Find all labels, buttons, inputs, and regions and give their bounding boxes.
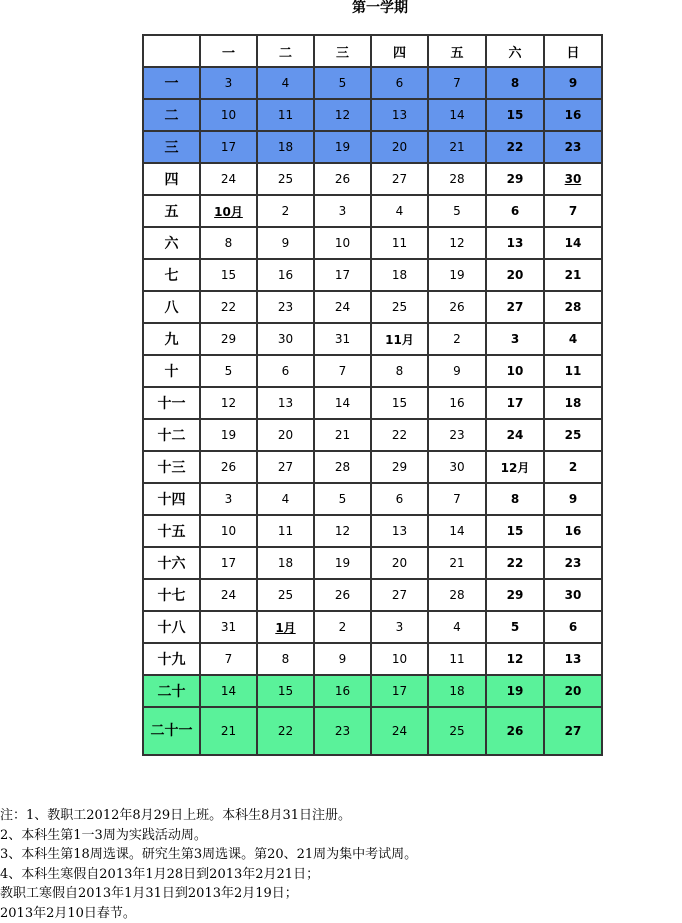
week-row [143, 483, 602, 515]
week-row [143, 259, 602, 291]
weekday-header: 五 [428, 35, 486, 67]
day-cell: 4 [544, 323, 602, 355]
semester-title: 第一学期 [352, 0, 408, 16]
day-cell: 17 [371, 675, 428, 707]
day-cell: 31 [314, 323, 371, 355]
day-cell: 25 [257, 579, 314, 611]
week-row [143, 515, 602, 547]
week-label: 二十一 [143, 707, 200, 755]
day-cell: 21 [428, 131, 486, 163]
day-cell: 24 [371, 707, 428, 755]
day-cell: 4 [371, 195, 428, 227]
day-cell: 30 [428, 451, 486, 483]
week-row [143, 419, 602, 451]
day-cell: 12 [200, 387, 257, 419]
day-cell: 17 [314, 259, 371, 291]
day-cell: 20 [371, 131, 428, 163]
day-cell: 6 [371, 483, 428, 515]
day-cell: 3 [200, 483, 257, 515]
day-cell: 10 [371, 643, 428, 675]
day-cell: 9 [257, 227, 314, 259]
day-cell: 12 [314, 515, 371, 547]
notes [0, 806, 417, 923]
day-cell: 4 [257, 67, 314, 99]
day-cell: 16 [544, 99, 602, 131]
day-cell: 8 [371, 355, 428, 387]
day-cell: 27 [371, 579, 428, 611]
day-cell: 15 [200, 259, 257, 291]
day-cell: 7 [428, 67, 486, 99]
day-cell: 22 [200, 291, 257, 323]
day-cell: 3 [314, 195, 371, 227]
day-cell: 8 [486, 67, 544, 99]
day-cell: 23 [257, 291, 314, 323]
day-cell: 6 [257, 355, 314, 387]
day-cell: 23 [314, 707, 371, 755]
day-cell: 29 [486, 579, 544, 611]
day-cell: 20 [371, 547, 428, 579]
day-cell: 15 [257, 675, 314, 707]
note-line: 教职工寒假自2013年1月31日到2013年2月19日； [0, 884, 417, 904]
day-cell: 14 [200, 675, 257, 707]
day-cell: 11 [428, 643, 486, 675]
header-row [143, 35, 602, 67]
day-cell: 23 [428, 419, 486, 451]
day-cell: 26 [486, 707, 544, 755]
day-cell: 21 [200, 707, 257, 755]
week-row [143, 579, 602, 611]
weekday-header: 四 [371, 35, 428, 67]
week-row [143, 67, 602, 99]
day-cell: 22 [371, 419, 428, 451]
week-label: 十四 [143, 483, 200, 515]
day-cell: 6 [371, 67, 428, 99]
day-cell: 18 [371, 259, 428, 291]
week-label: 一 [143, 67, 200, 99]
note-line: 4、本科生寒假自2013年1月28日到2013年2月21日； [0, 865, 417, 885]
day-cell: 11 [544, 355, 602, 387]
day-cell: 6 [544, 611, 602, 643]
week-row [143, 227, 602, 259]
week-label: 七 [143, 259, 200, 291]
day-cell: 4 [428, 611, 486, 643]
day-cell: 25 [544, 419, 602, 451]
semester-calendar [142, 34, 603, 756]
day-cell: 19 [314, 131, 371, 163]
week-row [143, 195, 602, 227]
week-row [143, 387, 602, 419]
day-cell: 20 [257, 419, 314, 451]
day-cell: 16 [428, 387, 486, 419]
day-cell: 19 [486, 675, 544, 707]
day-cell: 13 [544, 643, 602, 675]
day-cell: 28 [314, 451, 371, 483]
day-cell: 28 [544, 291, 602, 323]
day-cell: 29 [371, 451, 428, 483]
note-line: 2、本科生第1一3周为实践活动周。 [0, 826, 417, 846]
day-cell: 22 [486, 547, 544, 579]
day-cell: 18 [257, 547, 314, 579]
day-cell: 20 [486, 259, 544, 291]
day-cell: 14 [428, 515, 486, 547]
day-cell: 21 [544, 259, 602, 291]
week-label: 三 [143, 131, 200, 163]
day-cell: 25 [371, 291, 428, 323]
day-cell: 17 [200, 547, 257, 579]
week-row [143, 643, 602, 675]
week-label: 十六 [143, 547, 200, 579]
day-cell: 2 [257, 195, 314, 227]
day-cell: 18 [428, 675, 486, 707]
day-cell: 26 [314, 163, 371, 195]
day-cell: 12 [314, 99, 371, 131]
week-label: 十五 [143, 515, 200, 547]
week-row [143, 163, 602, 195]
week-row [143, 99, 602, 131]
day-cell: 24 [314, 291, 371, 323]
week-row [143, 675, 602, 707]
week-label: 四 [143, 163, 200, 195]
month-start-cell: 12月 [486, 451, 544, 483]
day-cell: 5 [486, 611, 544, 643]
day-cell: 3 [486, 323, 544, 355]
day-cell: 20 [544, 675, 602, 707]
week-row [143, 547, 602, 579]
day-cell: 27 [371, 163, 428, 195]
day-cell: 11 [257, 515, 314, 547]
day-cell: 9 [314, 643, 371, 675]
day-cell: 10 [314, 227, 371, 259]
day-cell: 18 [257, 131, 314, 163]
day-cell: 14 [428, 99, 486, 131]
day-cell: 24 [486, 419, 544, 451]
note-line: 注：1、教职工2012年8月29日上班。本科生8月31日注册。 [0, 806, 417, 826]
day-cell: 2 [314, 611, 371, 643]
week-label: 十一 [143, 387, 200, 419]
day-cell: 16 [544, 515, 602, 547]
day-cell: 29 [200, 323, 257, 355]
day-cell: 19 [428, 259, 486, 291]
day-cell: 16 [314, 675, 371, 707]
day-cell: 27 [486, 291, 544, 323]
day-cell: 10 [200, 515, 257, 547]
day-cell: 26 [428, 291, 486, 323]
day-cell: 4 [257, 483, 314, 515]
day-cell: 7 [544, 195, 602, 227]
day-cell: 21 [314, 419, 371, 451]
week-label: 十七 [143, 579, 200, 611]
note-line: 2013年2月10日春节。 [0, 904, 417, 923]
day-cell: 15 [371, 387, 428, 419]
week-row [143, 131, 602, 163]
week-label: 十 [143, 355, 200, 387]
day-cell: 31 [200, 611, 257, 643]
day-cell: 13 [257, 387, 314, 419]
day-cell: 15 [486, 515, 544, 547]
day-cell: 10 [200, 99, 257, 131]
day-cell: 2 [544, 451, 602, 483]
day-cell: 3 [200, 67, 257, 99]
weekday-header: 日 [544, 35, 602, 67]
day-cell: 23 [544, 131, 602, 163]
day-cell: 8 [200, 227, 257, 259]
day-cell: 27 [257, 451, 314, 483]
weekday-header: 二 [257, 35, 314, 67]
day-cell: 9 [544, 483, 602, 515]
week-label: 二十 [143, 675, 200, 707]
day-cell: 14 [314, 387, 371, 419]
day-cell: 3 [371, 611, 428, 643]
day-cell: 8 [257, 643, 314, 675]
day-cell: 24 [200, 163, 257, 195]
day-cell: 15 [486, 99, 544, 131]
day-cell: 27 [544, 707, 602, 755]
day-cell: 13 [486, 227, 544, 259]
day-cell: 30 [544, 579, 602, 611]
day-cell: 14 [544, 227, 602, 259]
day-cell: 11 [257, 99, 314, 131]
day-cell: 8 [486, 483, 544, 515]
month-start-cell: 10月 [200, 195, 257, 227]
weekday-header: 三 [314, 35, 371, 67]
week-label: 二 [143, 99, 200, 131]
month-start-cell: 1月 [257, 611, 314, 643]
day-cell: 18 [544, 387, 602, 419]
day-cell: 10 [486, 355, 544, 387]
day-cell: 19 [200, 419, 257, 451]
week-label: 十二 [143, 419, 200, 451]
day-cell: 5 [428, 195, 486, 227]
week-row [143, 611, 602, 643]
week-label: 八 [143, 291, 200, 323]
day-cell: 13 [371, 515, 428, 547]
day-cell: 7 [428, 483, 486, 515]
weekday-header: 六 [486, 35, 544, 67]
day-cell: 12 [486, 643, 544, 675]
day-cell: 5 [314, 483, 371, 515]
day-cell: 7 [200, 643, 257, 675]
day-cell: 2 [428, 323, 486, 355]
day-cell: 6 [486, 195, 544, 227]
week-label: 六 [143, 227, 200, 259]
week-label: 五 [143, 195, 200, 227]
day-cell: 26 [200, 451, 257, 483]
day-cell: 12 [428, 227, 486, 259]
day-cell: 28 [428, 579, 486, 611]
month-start-cell: 11月 [371, 323, 428, 355]
day-cell: 25 [428, 707, 486, 755]
day-cell: 30 [544, 163, 602, 195]
week-label: 九 [143, 323, 200, 355]
weekday-header: 一 [200, 35, 257, 67]
week-label: 十三 [143, 451, 200, 483]
day-cell: 9 [544, 67, 602, 99]
day-cell: 25 [257, 163, 314, 195]
week-row [143, 451, 602, 483]
day-cell: 24 [200, 579, 257, 611]
week-label: 十八 [143, 611, 200, 643]
day-cell: 5 [314, 67, 371, 99]
day-cell: 11 [371, 227, 428, 259]
header-corner [143, 35, 200, 67]
day-cell: 17 [486, 387, 544, 419]
day-cell: 29 [486, 163, 544, 195]
week-row [143, 355, 602, 387]
day-cell: 7 [314, 355, 371, 387]
day-cell: 13 [371, 99, 428, 131]
day-cell: 17 [200, 131, 257, 163]
day-cell: 22 [257, 707, 314, 755]
day-cell: 16 [257, 259, 314, 291]
day-cell: 28 [428, 163, 486, 195]
day-cell: 21 [428, 547, 486, 579]
day-cell: 9 [428, 355, 486, 387]
day-cell: 22 [486, 131, 544, 163]
day-cell: 23 [544, 547, 602, 579]
week-row [143, 707, 602, 755]
note-line: 3、本科生第18周选课。研究生第3周选课。第20、21周为集中考试周。 [0, 845, 417, 865]
day-cell: 30 [257, 323, 314, 355]
week-row [143, 323, 602, 355]
day-cell: 19 [314, 547, 371, 579]
day-cell: 5 [200, 355, 257, 387]
day-cell: 26 [314, 579, 371, 611]
week-label: 十九 [143, 643, 200, 675]
week-row [143, 291, 602, 323]
